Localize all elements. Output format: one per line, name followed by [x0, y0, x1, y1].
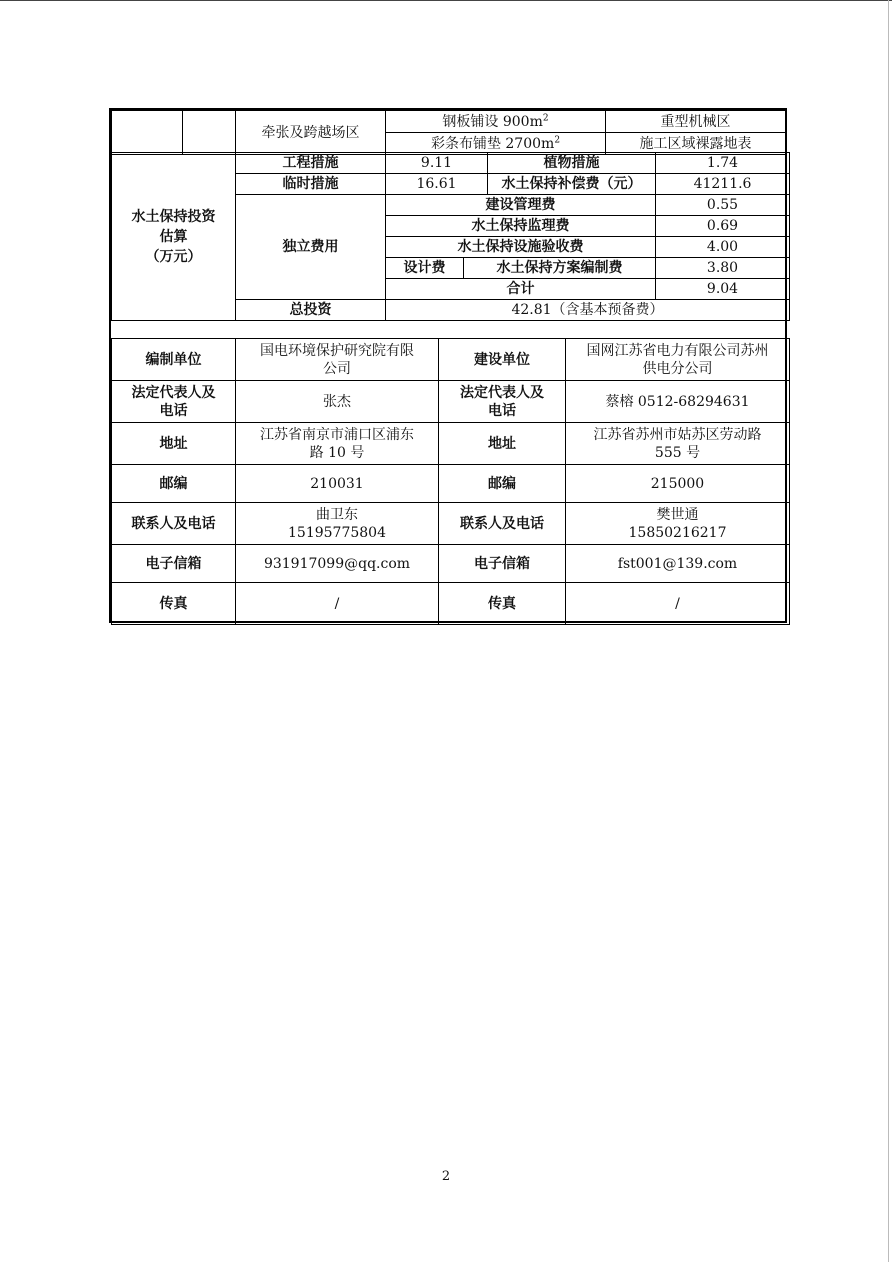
supervision-label: 水土保持监理费	[386, 216, 656, 237]
acceptance-label: 水土保持设施验收费	[386, 237, 656, 258]
prep-address: 江苏省南京市浦口区浦东 路 10 号	[236, 423, 439, 465]
temporary-label: 临时措施	[236, 174, 386, 195]
contact-label: 联系人及电话	[112, 503, 236, 545]
email-label: 电子信箱	[112, 545, 236, 583]
build-email: fst001@139.com	[566, 545, 790, 583]
prep-postcode: 210031	[236, 465, 439, 503]
acceptance-value: 4.00	[656, 237, 790, 258]
postcode-label-2: 邮编	[439, 465, 566, 503]
fax-label: 传真	[112, 583, 236, 625]
page-number: 2	[441, 1169, 451, 1184]
empty-cell	[183, 111, 236, 155]
total-value: 42.81（含基本预备费）	[386, 300, 790, 321]
build-unit-value: 国网江苏省电力有限公司苏州 供电分公司	[566, 339, 790, 381]
investment-section-label: 水土保持投资 估算 （万元）	[112, 153, 236, 321]
prep-unit-label: 编制单位	[112, 339, 236, 381]
plant-label: 植物措施	[488, 153, 656, 174]
prep-legal-rep: 张杰	[236, 381, 439, 423]
location-heavy-machinery: 重型机械区	[606, 111, 786, 133]
plan-value: 3.80	[656, 258, 790, 279]
design-label: 设计费	[386, 258, 464, 279]
temporary-value: 16.61	[386, 174, 488, 195]
subtotal-label: 合计	[386, 279, 656, 300]
location-bare-ground: 施工区域裸露地表	[606, 133, 786, 155]
area-cell: 牵张及跨越场区	[236, 111, 386, 155]
build-postcode: 215000	[566, 465, 790, 503]
total-label: 总投资	[236, 300, 386, 321]
prep-email: 931917099@qq.com	[236, 545, 439, 583]
build-contact: 樊世通 15850216217	[566, 503, 790, 545]
contacts-table	[109, 338, 787, 623]
build-legal-rep: 蔡榕 0512-68294631	[566, 381, 790, 423]
measure-tarp: 彩条布铺垫 $2700m^2$	[386, 133, 606, 155]
supervision-value: 0.69	[656, 216, 790, 237]
build-unit-label: 建设单位	[439, 339, 566, 381]
prep-unit-value: 国电环境保护研究院有限 公司	[236, 339, 439, 381]
prep-fax: /	[236, 583, 439, 625]
fax-label-2: 传真	[439, 583, 566, 625]
engineering-label: 工程措施	[236, 153, 386, 174]
mgmt-label: 建设管理费	[386, 195, 656, 216]
email-label-2: 电子信箱	[439, 545, 566, 583]
postcode-label: 邮编	[112, 465, 236, 503]
address-label-2: 地址	[439, 423, 566, 465]
engineering-value: 9.11	[386, 153, 488, 174]
page-right-border	[888, 0, 889, 1262]
subtotal-value: 9.04	[656, 279, 790, 300]
contact-label-2: 联系人及电话	[439, 503, 566, 545]
build-fax: /	[566, 583, 790, 625]
measure-steel-plate: 钢板铺设 $900m^2$	[386, 111, 606, 133]
legal-rep-label: 法定代表人及 电话	[112, 381, 236, 423]
legal-rep-label-2: 法定代表人及 电话	[439, 381, 566, 423]
plant-value: 1.74	[656, 153, 790, 174]
page-top-border	[0, 0, 892, 1]
independent-cost-label: 独立费用	[236, 195, 386, 300]
address-label: 地址	[112, 423, 236, 465]
plan-label: 水土保持方案编制费	[464, 258, 656, 279]
build-address: 江苏省苏州市姑苏区劳动路 555 号	[566, 423, 790, 465]
compensation-value: 41211.6	[656, 174, 790, 195]
investment-table	[109, 152, 787, 340]
mgmt-value: 0.55	[656, 195, 790, 216]
empty-cell	[112, 111, 183, 155]
measures-table-continuation	[109, 108, 787, 154]
prep-contact: 曲卫东 15195775804	[236, 503, 439, 545]
compensation-label: 水土保持补偿费（元）	[488, 174, 656, 195]
